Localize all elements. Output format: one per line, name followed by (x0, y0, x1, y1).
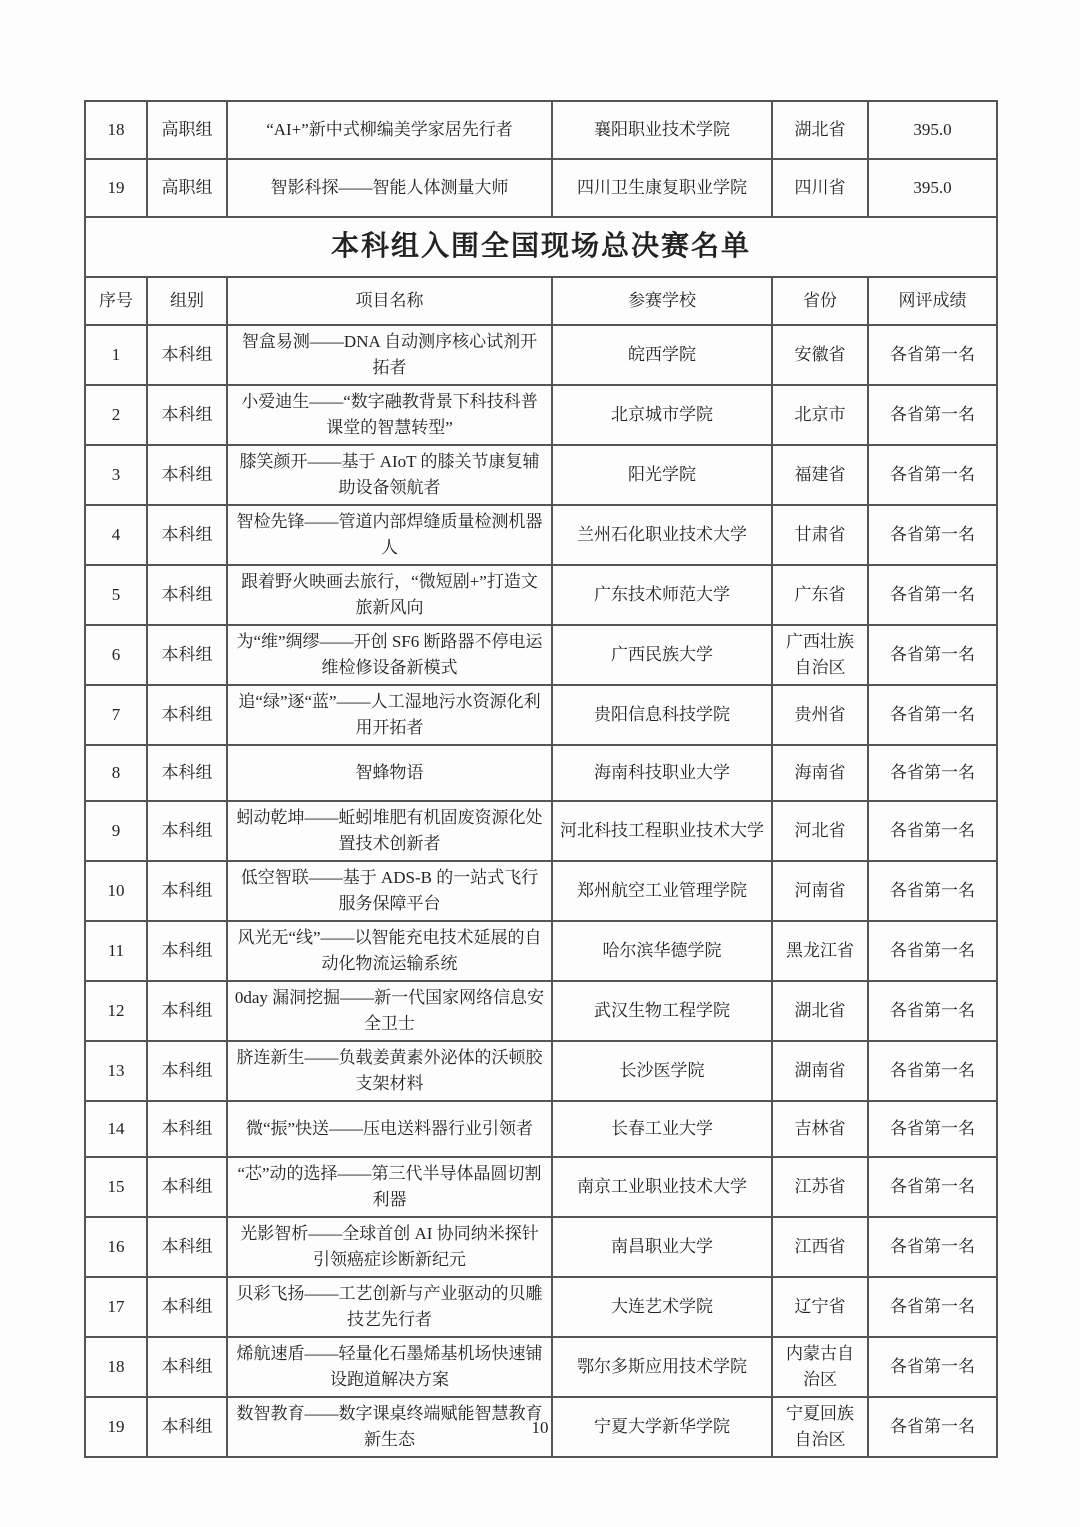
cell-serial-number: 19 (85, 159, 147, 217)
table-row (85, 159, 997, 217)
cell-serial-number: 7 (85, 685, 147, 745)
cell-school: 哈尔滨华德学院 (552, 921, 772, 981)
cell-school: 长沙医学院 (552, 1041, 772, 1101)
cell-province: 四川省 (772, 159, 868, 217)
cell-serial-number: 17 (85, 1277, 147, 1337)
cell-score: 各省第一名 (868, 1157, 997, 1217)
cell-score: 各省第一名 (868, 1217, 997, 1277)
cell-province: 湖南省 (772, 1041, 868, 1101)
cell-project-name: 风光无“线”——以智能充电技术延展的自动化物流运输系统 (227, 921, 552, 981)
cell-school: 武汉生物工程学院 (552, 981, 772, 1041)
cell-province: 江苏省 (772, 1157, 868, 1217)
cell-score: 各省第一名 (868, 325, 997, 385)
cell-score: 各省第一名 (868, 921, 997, 981)
cell-score: 395.0 (868, 101, 997, 159)
cell-score: 各省第一名 (868, 445, 997, 505)
table-row (85, 625, 997, 685)
cell-group: 本科组 (147, 1337, 227, 1397)
cell-school: 鄂尔多斯应用技术学院 (552, 1337, 772, 1397)
column-header: 省份 (772, 277, 868, 325)
cell-school: 大连艺术学院 (552, 1277, 772, 1337)
cell-province: 海南省 (772, 745, 868, 801)
cell-serial-number: 6 (85, 625, 147, 685)
cell-serial-number: 13 (85, 1041, 147, 1101)
cell-province: 广西壮族自治区 (772, 625, 868, 685)
cell-group: 本科组 (147, 745, 227, 801)
cell-province: 甘肃省 (772, 505, 868, 565)
cell-score: 395.0 (868, 159, 997, 217)
column-header: 序号 (85, 277, 147, 325)
cell-school: 长春工业大学 (552, 1101, 772, 1157)
cell-group: 本科组 (147, 1217, 227, 1277)
table-header-row (85, 277, 997, 325)
cell-group: 本科组 (147, 445, 227, 505)
cell-score: 各省第一名 (868, 1337, 997, 1397)
cell-project-name: 脐连新生——负载姜黄素外泌体的沃顿胶支架材料 (227, 1041, 552, 1101)
cell-project-name: “AI+”新中式柳编美学家居先行者 (227, 101, 552, 159)
cell-group: 本科组 (147, 625, 227, 685)
cell-school: 北京城市学院 (552, 385, 772, 445)
cell-score: 各省第一名 (868, 981, 997, 1041)
table-row (85, 801, 997, 861)
cell-project-name: “芯”动的选择——第三代半导体晶圆切割利器 (227, 1157, 552, 1217)
cell-province: 福建省 (772, 445, 868, 505)
cell-province: 湖北省 (772, 101, 868, 159)
cell-score: 各省第一名 (868, 505, 997, 565)
page-number: 10 (531, 1418, 549, 1437)
table-row (85, 981, 997, 1041)
cell-score: 各省第一名 (868, 801, 997, 861)
table-row (85, 1157, 997, 1217)
cell-group: 本科组 (147, 1101, 227, 1157)
cell-province: 安徽省 (772, 325, 868, 385)
cell-project-name: 为“维”绸缪——开创 SF6 断路器不停电运维检修设备新模式 (227, 625, 552, 685)
cell-school: 海南科技职业大学 (552, 745, 772, 801)
cell-score: 各省第一名 (868, 1041, 997, 1101)
cell-province: 黑龙江省 (772, 921, 868, 981)
cell-serial-number: 19 (85, 1397, 147, 1457)
table-row (85, 101, 997, 159)
cell-group: 本科组 (147, 685, 227, 745)
cell-project-name: 数智教育——数字课桌终端赋能智慧教育新生态 (227, 1397, 552, 1457)
cell-project-name: 蚓动乾坤——蚯蚓堆肥有机固废资源化处置技术创新者 (227, 801, 552, 861)
cell-school: 阳光学院 (552, 445, 772, 505)
cell-school: 广东技术师范大学 (552, 565, 772, 625)
cell-project-name: 0day 漏洞挖掘——新一代国家网络信息安全卫士 (227, 981, 552, 1041)
cell-province: 吉林省 (772, 1101, 868, 1157)
table-row (85, 861, 997, 921)
cell-province: 宁夏回族自治区 (772, 1397, 868, 1457)
cell-province: 贵州省 (772, 685, 868, 745)
cell-serial-number: 18 (85, 1337, 147, 1397)
cell-group: 本科组 (147, 861, 227, 921)
cell-school: 宁夏大学新华学院 (552, 1397, 772, 1457)
undergraduate-group-rows (85, 325, 997, 1457)
cell-serial-number: 8 (85, 745, 147, 801)
cell-school: 广西民族大学 (552, 625, 772, 685)
cell-serial-number: 11 (85, 921, 147, 981)
cell-group: 本科组 (147, 981, 227, 1041)
finalists-table (84, 100, 998, 1458)
cell-serial-number: 2 (85, 385, 147, 445)
cell-score: 各省第一名 (868, 1277, 997, 1337)
column-header: 参赛学校 (552, 277, 772, 325)
cell-score: 各省第一名 (868, 685, 997, 745)
cell-score: 各省第一名 (868, 565, 997, 625)
cell-score: 各省第一名 (868, 625, 997, 685)
cell-score: 各省第一名 (868, 1101, 997, 1157)
cell-province: 内蒙古自治区 (772, 1337, 868, 1397)
cell-group: 高职组 (147, 159, 227, 217)
cell-school: 兰州石化职业技术大学 (552, 505, 772, 565)
cell-project-name: 跟着野火映画去旅行，“微短剧+”打造文旅新风向 (227, 565, 552, 625)
cell-school: 郑州航空工业管理学院 (552, 861, 772, 921)
cell-serial-number: 14 (85, 1101, 147, 1157)
cell-serial-number: 16 (85, 1217, 147, 1277)
cell-province: 湖北省 (772, 981, 868, 1041)
cell-score: 各省第一名 (868, 861, 997, 921)
cell-school: 贵阳信息科技学院 (552, 685, 772, 745)
cell-province: 广东省 (772, 565, 868, 625)
cell-project-name: 烯航速盾——轻量化石墨烯基机场快速铺设跑道解决方案 (227, 1337, 552, 1397)
table-row (85, 1041, 997, 1101)
cell-group: 高职组 (147, 101, 227, 159)
cell-group: 本科组 (147, 1277, 227, 1337)
cell-project-name: 膝笑颜开——基于 AIoT 的膝关节康复辅助设备领航者 (227, 445, 552, 505)
cell-serial-number: 15 (85, 1157, 147, 1217)
cell-project-name: 智影科探——智能人体测量大师 (227, 159, 552, 217)
cell-group: 本科组 (147, 1157, 227, 1217)
cell-group: 本科组 (147, 1041, 227, 1101)
cell-school: 河北科技工程职业技术大学 (552, 801, 772, 861)
cell-project-name: 智蜂物语 (227, 745, 552, 801)
cell-school: 四川卫生康复职业学院 (552, 159, 772, 217)
cell-project-name: 贝彩飞扬——工艺创新与产业驱动的贝雕技艺先行者 (227, 1277, 552, 1337)
cell-group: 本科组 (147, 801, 227, 861)
table-row (85, 921, 997, 981)
cell-province: 北京市 (772, 385, 868, 445)
column-header: 组别 (147, 277, 227, 325)
table-row (85, 1337, 997, 1397)
vocational-group-continuation-rows (85, 101, 997, 217)
cell-project-name: 追“绿”逐“蓝”——人工湿地污水资源化利用开拓者 (227, 685, 552, 745)
cell-school: 南京工业职业技术大学 (552, 1157, 772, 1217)
cell-group: 本科组 (147, 325, 227, 385)
section-title-row (85, 217, 997, 277)
table-row (85, 1101, 997, 1157)
cell-group: 本科组 (147, 921, 227, 981)
cell-score: 各省第一名 (868, 385, 997, 445)
cell-project-name: 智检先锋——管道内部焊缝质量检测机器人 (227, 505, 552, 565)
cell-school: 襄阳职业技术学院 (552, 101, 772, 159)
cell-project-name: 小爱迪生——“数字融教背景下科技科普课堂的智慧转型” (227, 385, 552, 445)
table-row (85, 385, 997, 445)
table-row (85, 505, 997, 565)
cell-project-name: 光影智析——全球首创 AI 协同纳米探针引领癌症诊断新纪元 (227, 1217, 552, 1277)
cell-group: 本科组 (147, 385, 227, 445)
table-row (85, 565, 997, 625)
table-row (85, 325, 997, 385)
column-header: 网评成绩 (868, 277, 997, 325)
table-row (85, 745, 997, 801)
cell-group: 本科组 (147, 505, 227, 565)
cell-score: 各省第一名 (868, 1397, 997, 1457)
section-title: 本科组入围全国现场总决赛名单 (85, 217, 997, 277)
cell-province: 江西省 (772, 1217, 868, 1277)
table-row (85, 1277, 997, 1337)
cell-serial-number: 3 (85, 445, 147, 505)
cell-serial-number: 18 (85, 101, 147, 159)
cell-project-name: 低空智联——基于 ADS-B 的一站式飞行服务保障平台 (227, 861, 552, 921)
cell-project-name: 微“振”快送——压电送料器行业引领者 (227, 1101, 552, 1157)
cell-serial-number: 5 (85, 565, 147, 625)
table-row (85, 1217, 997, 1277)
cell-group: 本科组 (147, 565, 227, 625)
cell-province: 河南省 (772, 861, 868, 921)
cell-group: 本科组 (147, 1397, 227, 1457)
cell-serial-number: 4 (85, 505, 147, 565)
cell-school: 南昌职业大学 (552, 1217, 772, 1277)
cell-serial-number: 9 (85, 801, 147, 861)
cell-score: 各省第一名 (868, 745, 997, 801)
cell-province: 辽宁省 (772, 1277, 868, 1337)
column-header: 项目名称 (227, 277, 552, 325)
cell-project-name: 智盒易测——DNA 自动测序核心试剂开拓者 (227, 325, 552, 385)
cell-serial-number: 1 (85, 325, 147, 385)
cell-serial-number: 10 (85, 861, 147, 921)
cell-school: 皖西学院 (552, 325, 772, 385)
table-row (85, 445, 997, 505)
cell-serial-number: 12 (85, 981, 147, 1041)
cell-province: 河北省 (772, 801, 868, 861)
table-row (85, 685, 997, 745)
